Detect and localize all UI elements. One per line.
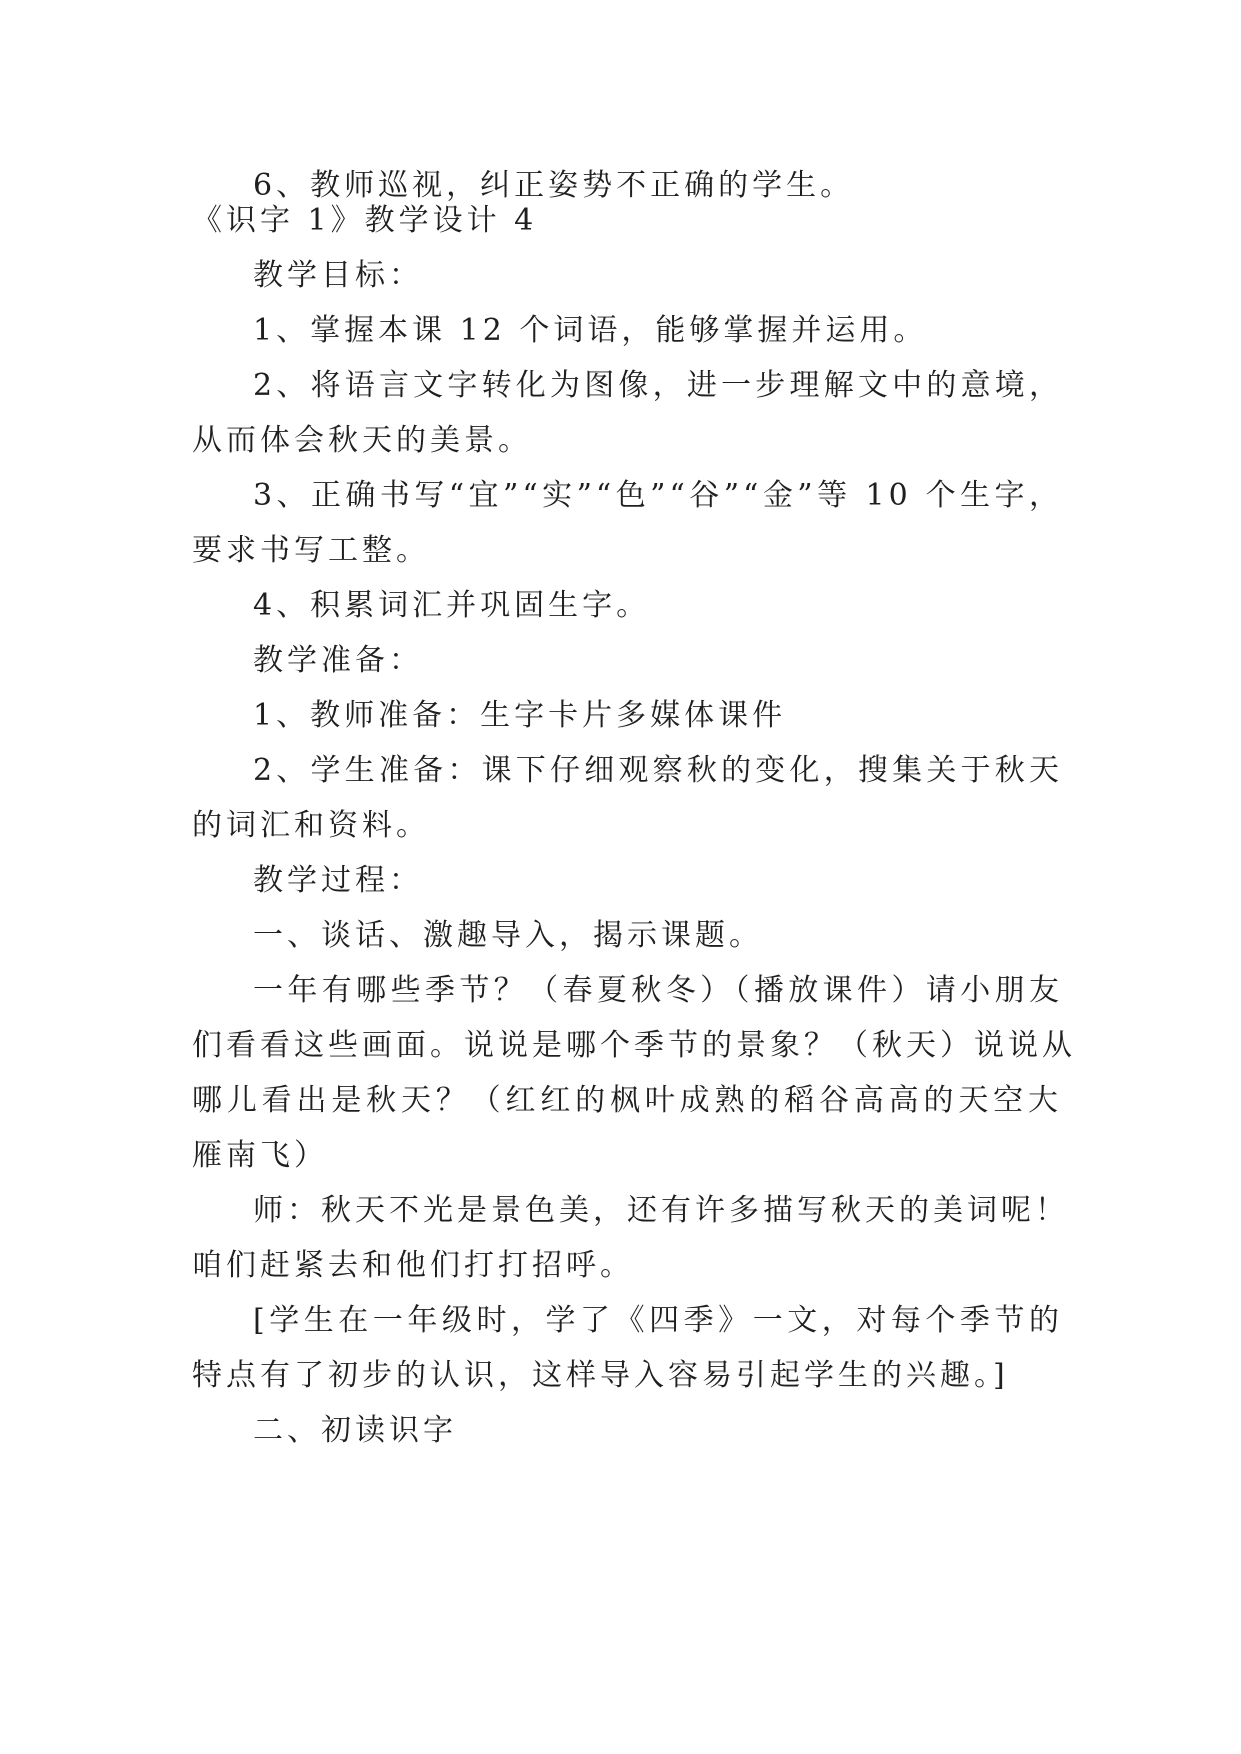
- paragraph-line: 从而体会秋天的美景。: [192, 423, 532, 458]
- heading-preparation: 教学准备：: [253, 643, 423, 678]
- paragraph-line: 一年有哪些季节？（春夏秋冬）（播放课件）请小朋友: [253, 973, 1063, 1008]
- heading-first-reading: 二、初读识字: [253, 1413, 457, 1448]
- paragraph-line: 1、教师准备：生字卡片多媒体课件: [253, 698, 787, 733]
- heading-process: 教学过程：: [253, 863, 423, 898]
- heading-objectives: 教学目标：: [253, 258, 423, 293]
- paragraph-line: 的词汇和资料。: [192, 808, 430, 843]
- paragraph-line: 哪儿看出是秋天？（红红的枫叶成熟的稻谷高高的天空大: [192, 1083, 1062, 1118]
- paragraph-line: 6、教师巡视，纠正姿势不正确的学生。: [253, 168, 855, 203]
- paragraph-line: 雁南飞）: [192, 1138, 328, 1173]
- paragraph-line: 2、将语言文字转化为图像，进一步理解文中的意境，: [253, 368, 1063, 403]
- paragraph-line: 特点有了初步的认识，这样导入容易引起学生的兴趣。]: [192, 1358, 1009, 1393]
- paragraph-line: 1、掌握本课 12 个词语，能够掌握并运用。: [253, 313, 928, 348]
- section-title: 《识字 1》教学设计 4: [192, 203, 538, 238]
- paragraph-line: 咱们赶紧去和他们打打招呼。: [192, 1248, 634, 1283]
- paragraph-line: 一、谈话、激趣导入，揭示课题。: [253, 918, 763, 953]
- paragraph-line: 3、正确书写“宜”“实”“色”“谷”“金”等 10 个生字，: [253, 478, 1063, 513]
- paragraph-line: 4、积累词汇并巩固生字。: [253, 588, 651, 623]
- paragraph-line: 师：秋天不光是景色美，还有许多描写秋天的美词呢！: [253, 1193, 1069, 1228]
- paragraph-line: 2、学生准备：课下仔细观察秋的变化，搜集关于秋天: [253, 753, 1063, 788]
- paragraph-line: 要求书写工整。: [192, 533, 430, 568]
- paragraph-line: [学生在一年级时，学了《四季》一文，对每个季节的: [253, 1303, 1063, 1338]
- paragraph-line: 们看看这些画面。说说是哪个季节的景象？（秋天）说说从: [192, 1028, 1076, 1063]
